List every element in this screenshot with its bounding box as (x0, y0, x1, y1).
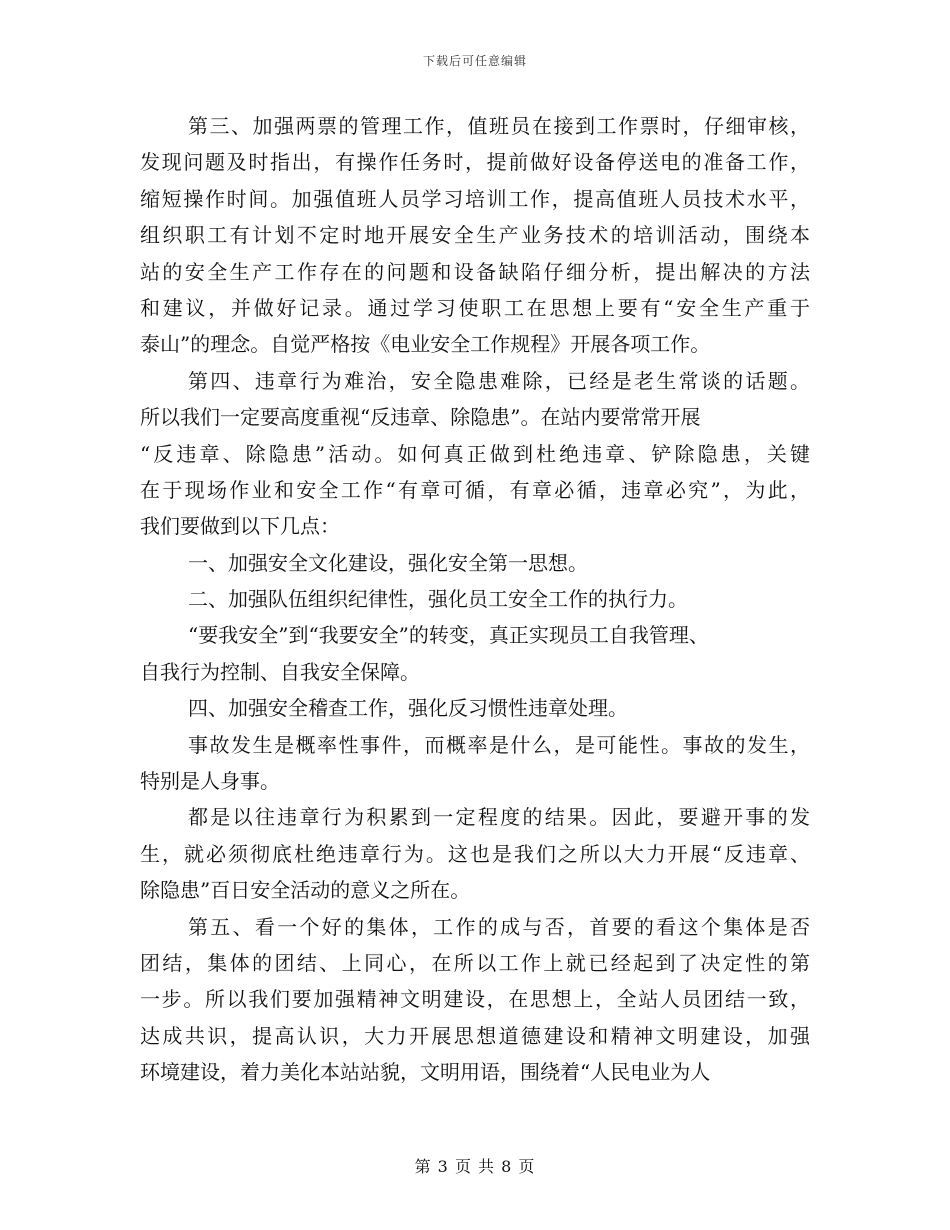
paragraph-line: 环境建设，着力美化本站站貌，文明用语，围绕着“人民电业为人 (140, 1060, 711, 1085)
paragraph-line: 缩短操作时间。加强值班人员学习培训工作，提高值班人员技术水平， (140, 186, 810, 211)
paragraph-line: 在于现场作业和安全工作“有章可循，有章必循，违章必究”，为此， (140, 477, 810, 502)
paragraph-line: 团结，集体的团结、上同心，在所以工作上就已经起到了决定性的第 (140, 950, 810, 975)
paragraph-line: 一、加强安全文化建设，强化安全第一思想。 (188, 550, 588, 575)
paragraph-line: 都是以往违章行为积累到一定程度的结果。因此，要避开事的发 (188, 805, 810, 830)
paragraph-line: 第五、看一个好的集体，工作的成与否，首要的看这个集体是否 (188, 914, 810, 939)
paragraph-line: 我们要做到以下几点： (140, 514, 340, 539)
paragraph-line: 生，就必须彻底杜绝违章行为。这也是我们之所以大力开展“反违章、 (140, 841, 810, 866)
paragraph-line: 泰山”的理念。自觉严格按《电业安全工作规程》开展各项工作。 (140, 332, 711, 357)
page-header: 下载后可任意编辑 (422, 54, 527, 68)
page-number-footer: 第 3 页 共 8 页 (414, 1157, 536, 1176)
paragraph-line: 达成共识，提高认识，大力开展思想道德建设和精神文明建设，加强 (140, 1023, 810, 1048)
paragraph-line: 一步。所以我们要加强精神文明建设，在思想上，全站人员团结一致， (140, 987, 810, 1012)
paragraph-line: 自我行为控制、自我安全保障。 (140, 659, 420, 684)
paragraph-line: 第四、违章行为难治，安全隐患难除，已经是老生常谈的话题。 (188, 368, 810, 393)
document-body (140, 108, 810, 1091)
paragraph-line: 所以我们一定要高度重视“反违章、除隐患”。在站内要常常开展 (140, 405, 701, 430)
paragraph-line: “反违章、除隐患”活动。如何真正做到杜绝违章、铲除隐患，关键 (140, 441, 810, 466)
paragraph-line: 站的安全生产工作存在的问题和设备缺陷仔细分析，提出解决的方法 (140, 259, 810, 284)
paragraph-line: 除隐患”百日安全活动的意义之所在。 (140, 878, 471, 903)
paragraph-line: 第三、加强两票的管理工作，值班员在接到工作票时，仔细审核， (188, 114, 810, 138)
paragraph-line: 特别是人身事。 (140, 769, 280, 794)
paragraph-line: 二、加强队伍组织纪律性，强化员工安全工作的执行力。 (188, 587, 688, 612)
paragraph-line: 和建议，并做好记录。通过学习使职工在思想上要有“安全生产重于 (140, 295, 810, 320)
paragraph-line: 事故发生是概率性事件，而概率是什么，是可能性。事故的发生， (188, 732, 810, 757)
paragraph-line: “要我安全”到“我要安全”的转变，真正实现员工自我管理、 (188, 623, 709, 648)
paragraph-line: 组织职工有计划不定时地开展安全生产业务技术的培训活动，围绕本 (140, 223, 810, 248)
paragraph-line: 四、加强安全稽查工作，强化反习惯性违章处理。 (188, 696, 628, 721)
paragraph-line: 发现问题及时指出，有操作任务时，提前做好设备停送电的准备工作， (140, 150, 810, 175)
